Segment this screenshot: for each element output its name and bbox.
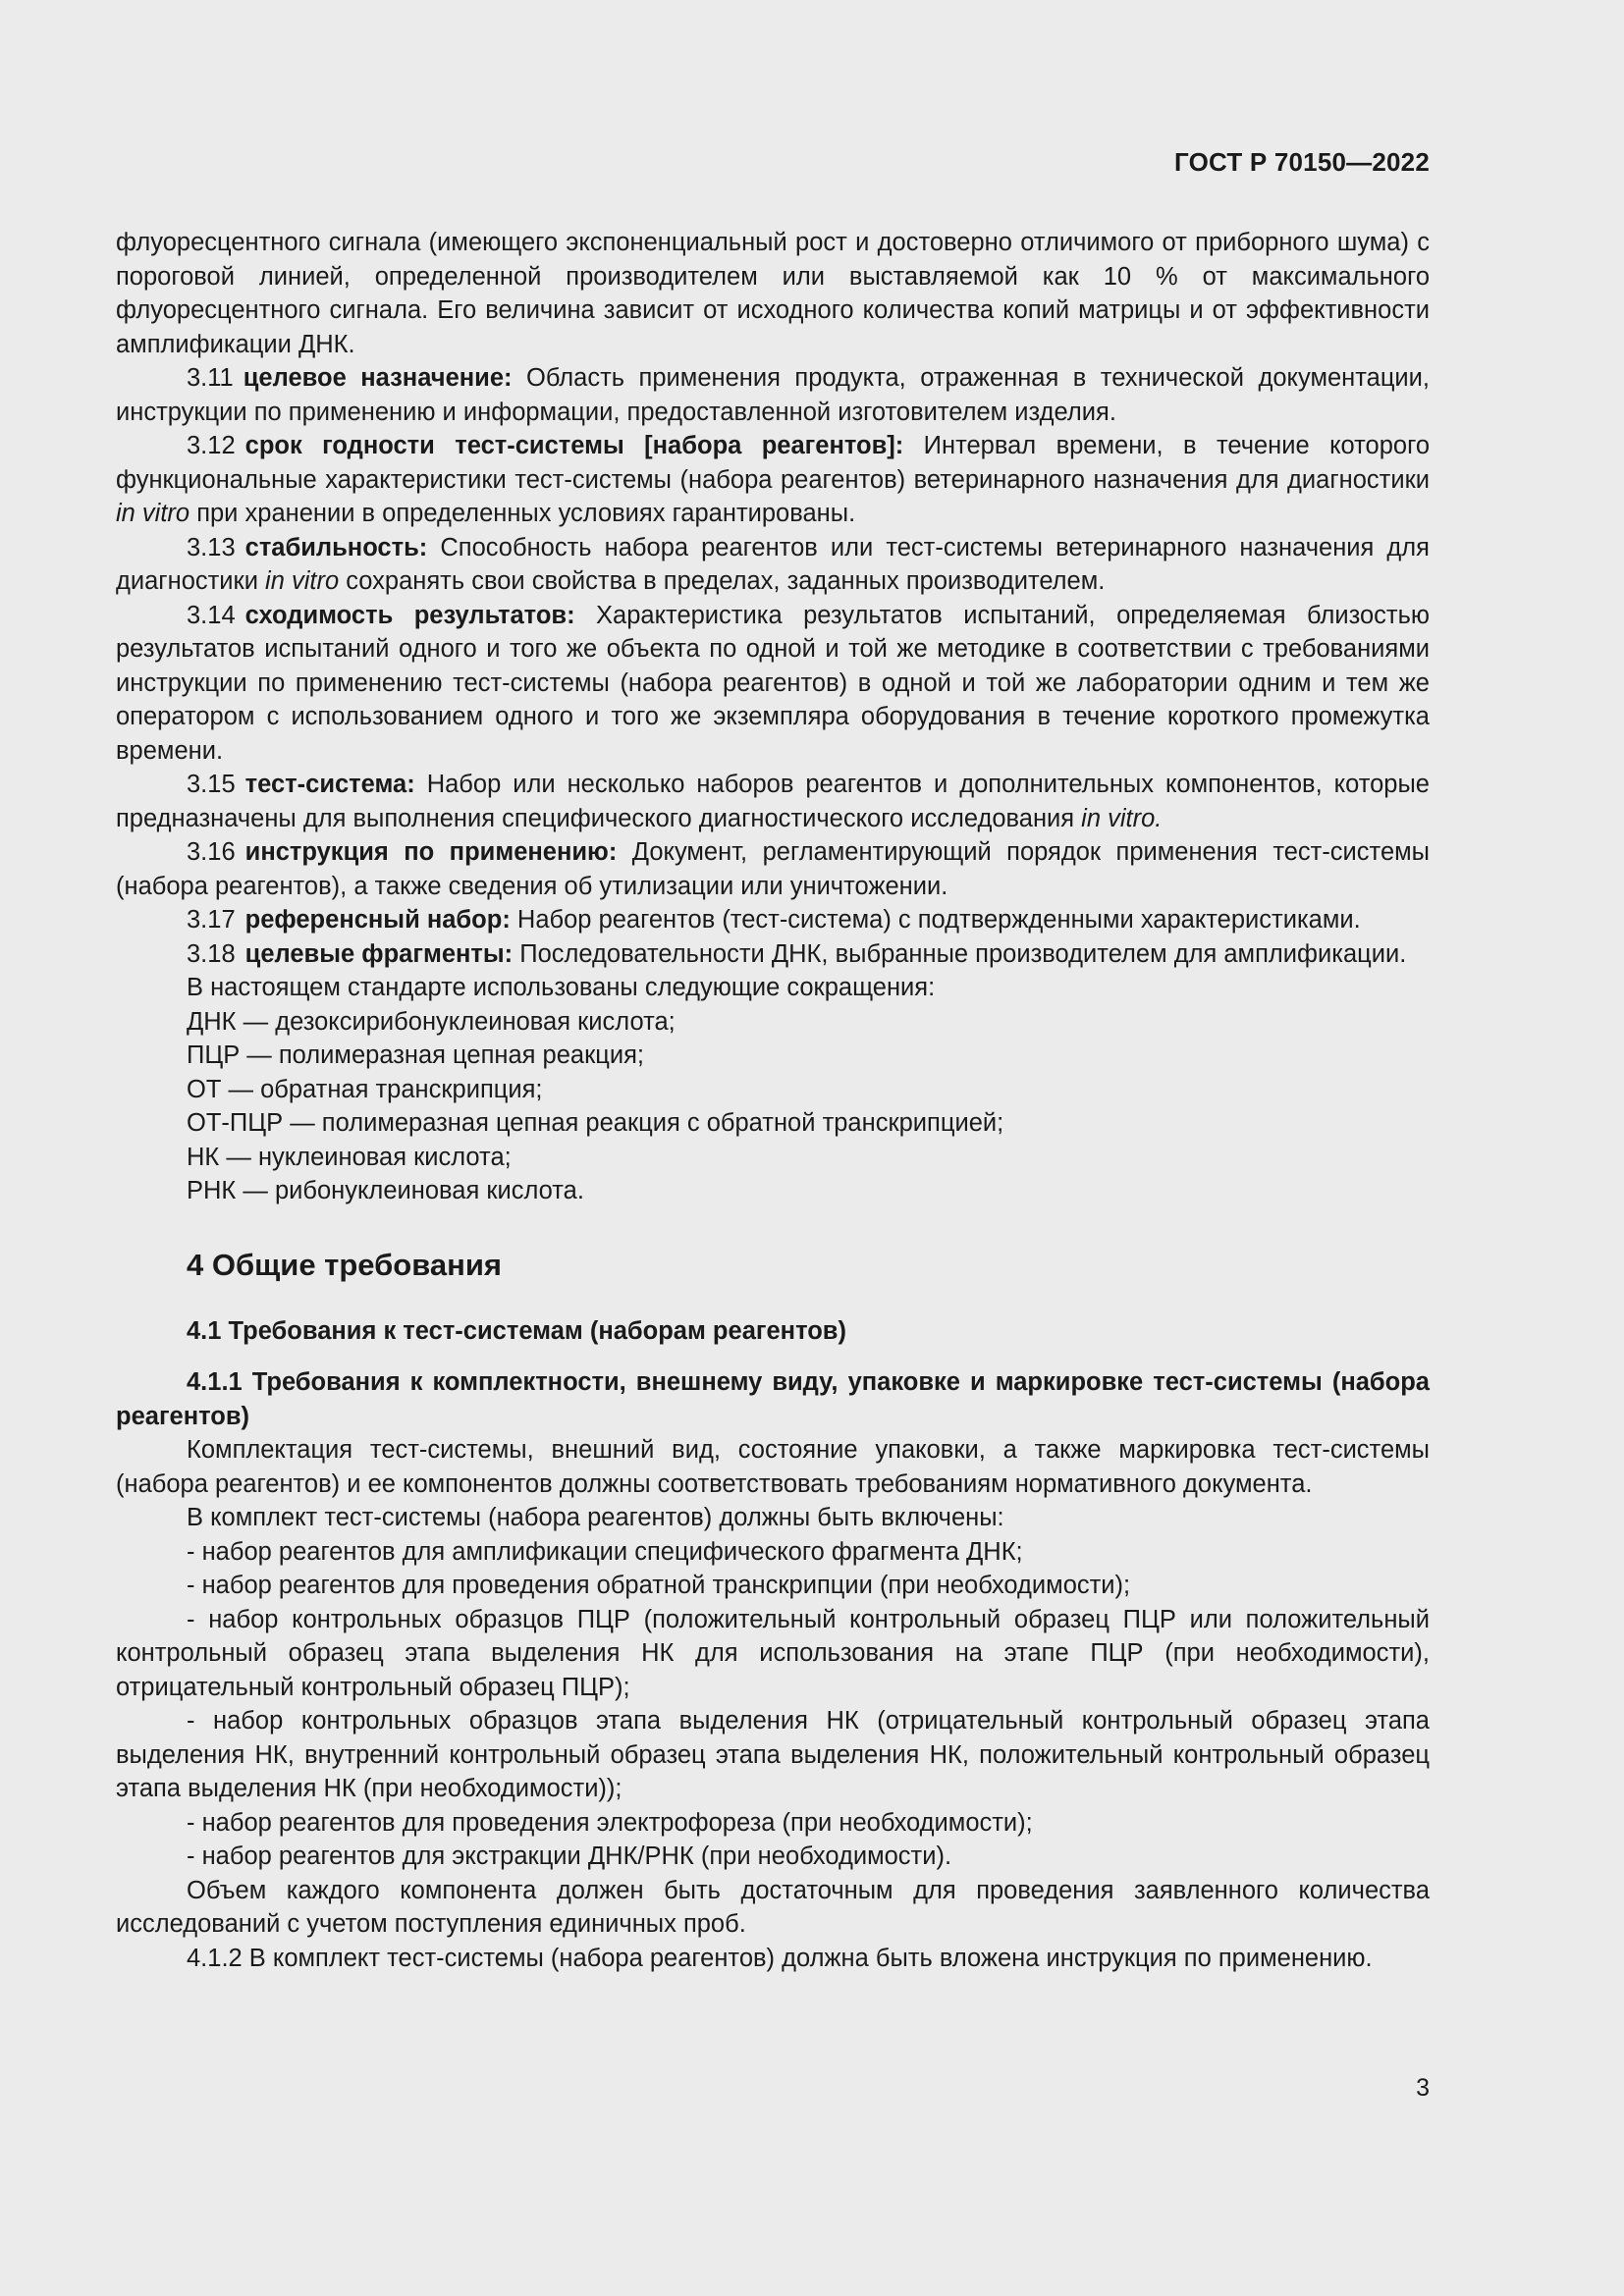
term-number: 3.13 [187,533,236,561]
term-3-16 [116,835,1430,903]
kit-list-item: - набор контрольных образцов ПЦР (положительный контрольный образец ПЦР или положительный контрольный образец этапа выделения НК для использования на этапе ПЦР (при необходимости), отрицательный контрольный образец ПЦР); [116,1605,1430,1701]
abbreviation-item: ОТ-ПЦР — полимеразная цепная реакция с обратной транскрипцией; [187,1109,1004,1137]
term-name: стабильность: [244,533,428,561]
term-definition: Документ, регламентирующий порядок применения тест-системы (набора реагентов), а также сведения об утилизации или уничтожении. [116,838,1430,900]
paragraph-complect: Комплектация тест-системы, внешний вид, состояние упаковки, а также маркировка тест-системы (набора реагентов) и ее компонентов должны соответствовать требованиям нормативного документа. [116,1436,1430,1498]
term-number: 3.16 [187,838,236,866]
term-definition: Набор или несколько наборов реагентов и дополнительных компонентов, которые предназначены для выполнения специфического диагностического исследования [116,771,1430,832]
kit-list-item: - набор реагентов для экстракции ДНК/РНК (при необходимости). [187,1842,952,1870]
paragraph-volume: Объем каждого компонента должен быть достаточным для проведения заявленного количества исследований с учетом поступления единичных проб. [116,1876,1430,1938]
term-number: 3.18 [187,939,236,968]
abbreviation-item: ОТ — обратная транскрипция; [187,1075,543,1103]
term-italic: in vitro [265,567,340,595]
term-number: 3.14 [187,601,236,629]
paragraph-continuation: флуоресцентного сигнала (имеющего экспоненциальный рост и достоверно отличимого от приборного шума) с пороговой линией, определенной производителем или выставляемой как 10 % от максимального флуоресцентного сигнала. Его величина зависит от исходного количества копий матрицы и от эффективности амплификации ДНК. [116,229,1430,358]
term-italic: in vitro [116,500,190,527]
term-number: 3.15 [187,771,236,798]
term-definition: Набор реагентов (тест-система) с подтвержденными характеристиками. [510,906,1361,934]
term-name: целевые фрагменты: [244,939,514,968]
term-italic: in vitro. [1081,804,1163,832]
term-number: 3.17 [187,906,236,934]
abbreviation-item: ДНК — дезоксирибонуклеиновая кислота; [187,1007,676,1036]
term-name: инструкция по применению: [244,838,618,866]
term-name: тест-система: [244,771,415,798]
term-name: срок годности тест-системы [набора реагентов]: [244,432,904,459]
term-3-11 [116,361,1430,429]
paragraph-4-1-2: 4.1.2 В комплект тест-системы (набора реагентов) должна быть вложена инструкция по применению. [187,1944,1373,1972]
term-name: сходимость результатов: [244,601,575,629]
term-number: 3.11 [187,364,234,392]
term-3-12 [116,429,1430,531]
term-3-14 [116,599,1430,769]
term-definition: Способность набора реагентов или тест-системы ветеринарного назначения для диагностики [116,533,1430,595]
abbreviations-intro: В настоящем стандарте использованы следующие сокращения: [187,974,936,1001]
kit-list-item: - набор реагентов для проведения обратной транскрипции (при необходимости); [187,1572,1131,1599]
term-3-17 [116,903,1430,937]
kit-list-item: - набор реагентов для проведения электрофореза (при необходимости); [187,1808,1033,1837]
term-definition: Интервал времени, в течение которого функциональные характеристики тест-системы (набора реагентов) ветеринарного назначения для диагностики [116,432,1431,494]
term-definition: Последовательности ДНК, выбранные производителем для амплификации. [513,939,1407,968]
term-definition: Область применения продукта, отраженная в технической документации, инструкции по применению и информации, предоставленной изготовителем изделия. [116,364,1430,426]
kit-list-item: - набор контрольных образцов этапа выделения НК (отрицательный контрольный образец этапа выделения НК, внутренний контрольный образец этапа выделения НК, положительный контрольный образец этапа выделения НК (при необходимости)); [116,1707,1430,1802]
term-definition-end: сохранять свои свойства в пределах, заданных производителем. [339,567,1106,595]
section-4-1-heading: 4.1 Требования к тест-системам (наборам реагентов) [187,1316,846,1345]
document-code: ГОСТ Р 70150—2022 [1174,147,1430,177]
section-4-1-1-heading: 4.1.1 Требования к комплектности, внешнему виду, упаковке и маркировке тест-системы (набора реагентов) [116,1368,1430,1430]
abbreviation-item: НК — нуклеиновая кислота; [187,1143,512,1171]
term-3-13 [116,531,1430,599]
term-definition: Характеристика результатов испытаний, определяемая близостью результатов испытаний одного и того же объекта по одной и той же методике в соответствии с требованиями инструкции по применению тест-системы (набора реагентов) в одной и той же лаборатории одним и тем же оператором с использованием одного и того же экземпляра оборудования в течение короткого промежутка времени. [116,601,1430,765]
term-3-15 [116,768,1430,835]
abbreviation-item: РНК — рибонуклеиновая кислота. [187,1177,584,1204]
term-3-18 [116,937,1430,972]
term-definition-end: при хранении в определенных условиях гарантированы. [189,500,856,527]
document-body [116,226,1430,1975]
section-4-heading: 4 Общие требования [187,1247,502,1282]
page-number: 3 [1416,2074,1430,2102]
term-name: референсный набор: [244,906,511,934]
abbreviation-item: ПЦР — полимеразная цепная реакция; [187,1041,644,1069]
term-name: целевое назначение: [243,364,513,392]
kit-list-item: - набор реагентов для амплификации специфического фрагмента ДНК; [187,1537,1023,1566]
paragraph-kit-intro: В комплект тест-системы (набора реагентов) должны быть включены: [187,1504,1004,1531]
term-number: 3.12 [187,432,236,459]
